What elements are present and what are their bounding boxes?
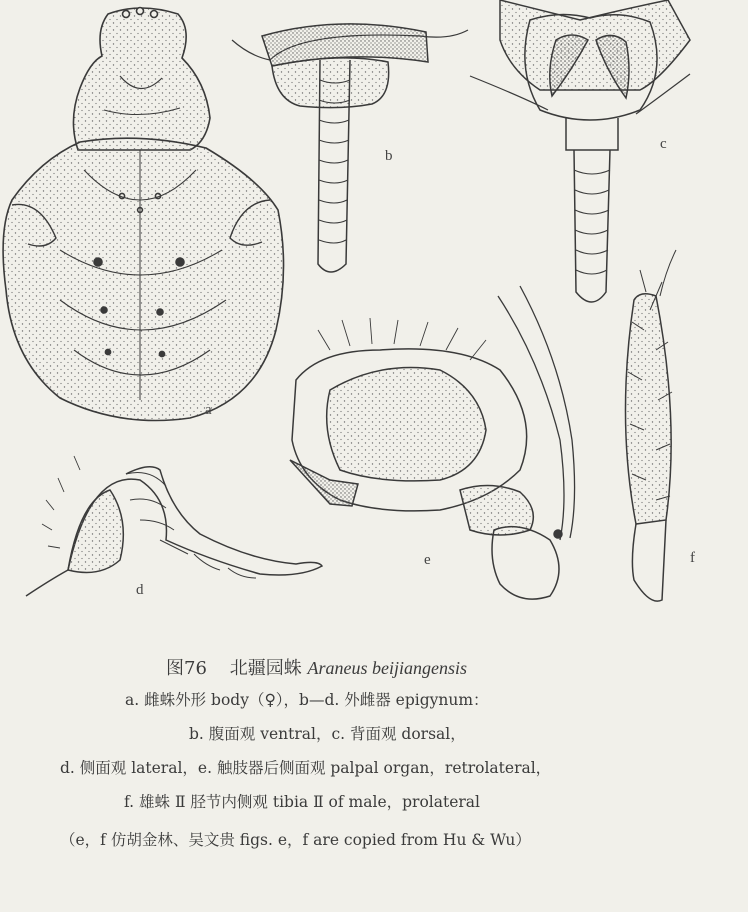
drawing-f-tibia — [625, 250, 676, 601]
caption-line-1: a. 雌蛛外形 body（♀），b—d. 外雌器 epigynum： — [125, 691, 489, 709]
species-chinese-name: 北疆园蛛 — [229, 658, 302, 679]
panel-label-a: a — [205, 402, 212, 418]
drawing-d-epigynum-lateral — [26, 456, 322, 596]
caption-line-5: （e，f 仿胡金林、吴文贵 figs. e，f are copied from Hu & Wu） — [60, 831, 531, 849]
caption-title — [166, 654, 467, 680]
drawing-e-palpal-organ — [290, 286, 575, 599]
caption-line-3: d. 侧面观 lateral，e. 触肢器后侧面观 palpal organ，retrolateral， — [60, 759, 552, 777]
drawing-a-female-body — [3, 8, 283, 421]
species-latin-name: Araneus beijiangensis — [307, 658, 468, 678]
panel-label-e: e — [424, 552, 431, 568]
panel-label-c: c — [660, 136, 667, 152]
panel-label-d: d — [136, 582, 144, 598]
caption-line-4: f. 雄蛛 Ⅱ 胫节内侧观 tibia Ⅱ of male，prolateral — [124, 793, 480, 811]
drawing-c-epigynum-dorsal — [470, 0, 690, 302]
panel-label-f: f — [690, 550, 695, 566]
figure-number: 图76 — [166, 658, 207, 679]
caption-line-2: b. 腹面观 ventral，c. 背面观 dorsal， — [189, 725, 466, 743]
panel-label-b: b — [385, 148, 393, 164]
